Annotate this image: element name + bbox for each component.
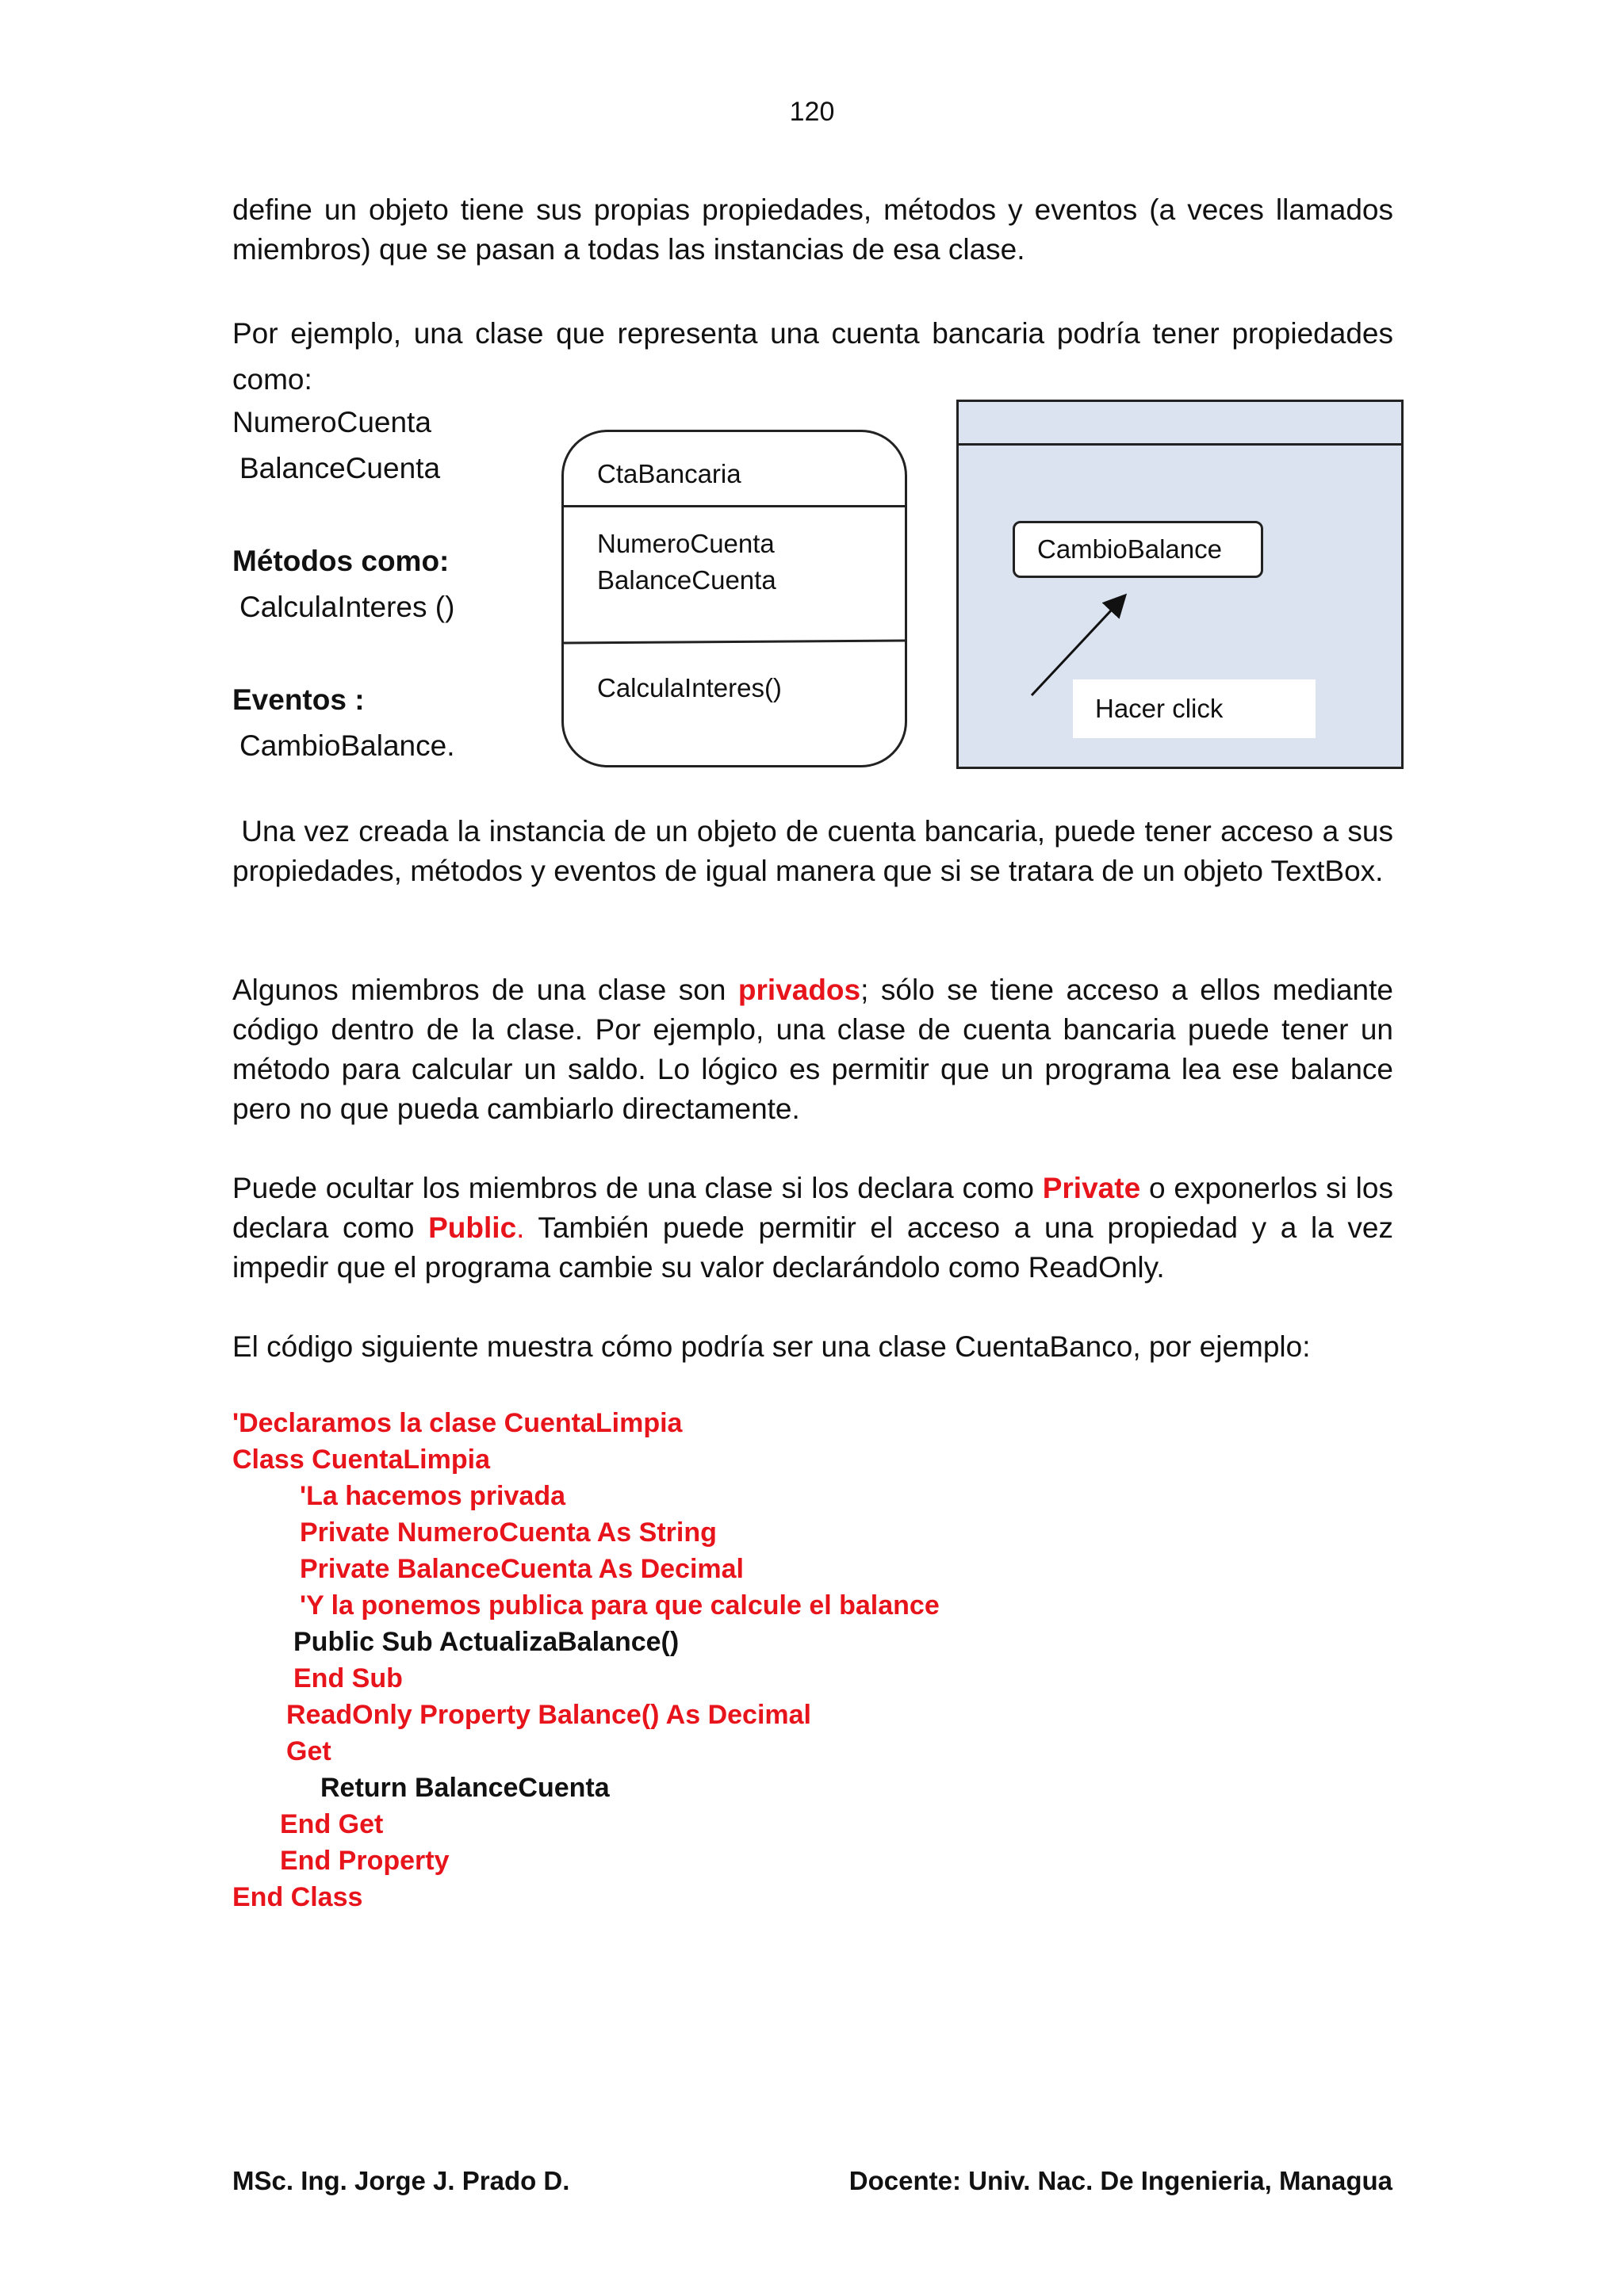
code-line-14: End Class (232, 1882, 363, 1912)
body-paragraph-1-text: Una vez creada la instancia de un objeto de cuenta bancaria, puede tener acceso a sus propiedades, métodos y eventos de igual manera que si se tratara de un objeto TextBox. (232, 815, 1394, 887)
intro-paragraph-2: Por ejemplo, una clase que representa una cuenta bancaria podría tener propiedades como: (232, 317, 1393, 396)
code-line-11: Return BalanceCuenta (320, 1773, 610, 1803)
page-number: 120 (789, 97, 835, 127)
code-line-1: 'Declaramos la clase CuentaLimpia (232, 1408, 683, 1438)
body-paragraph-2 (232, 970, 1393, 1129)
p4-text-2: ; sólo se tiene acceso a ellos mediante código dentro de la clase. Por ejemplo, una clase de cuenta bancaria puede tener un método para calcular un saldo. Lo lógico es permitir que un programa lea ese balance pero no que pueda cambiarlo directamente. (232, 974, 1393, 1125)
code-line-3: 'La hacemos privada (300, 1481, 566, 1511)
code-line-8: End Sub (293, 1663, 403, 1693)
intro-paragraph-1: define un objeto tiene sus propias propiedades, métodos y eventos (a veces llamados miembros) que se pasan a todas las instancias de esa clase. (232, 193, 1393, 266)
class-method-calculainteres: CalculaInteres() (597, 673, 782, 702)
method-item-calculainteres: CalculaInteres () (239, 591, 455, 623)
methods-heading: Métodos como: (232, 545, 450, 577)
privados-highlight: privados (737, 974, 861, 1006)
form-window-diagram (956, 400, 1404, 769)
code-line-2: Class CuentaLimpia (232, 1445, 490, 1475)
event-item-cambiobalance: CambioBalance. (239, 729, 455, 762)
body-paragraph-3 (232, 1169, 1393, 1288)
code-line-13: End Property (280, 1846, 450, 1876)
footer-institution: Docente: Univ. Nac. De Ingenieria, Managua (848, 2166, 1392, 2195)
p5-text-1: Puede ocultar los miembros de una clase si los declara como (232, 1172, 1043, 1204)
private-highlight: Private (1042, 1172, 1141, 1204)
code-line-9: ReadOnly Property Balance() As Decimal (286, 1700, 811, 1730)
body-paragraph-4: El código siguiente muestra cómo podría ser una clase CuentaBanco, por ejemplo: (232, 1330, 1311, 1363)
public-highlight: Public (428, 1211, 517, 1244)
property-item-numerocuenta: NumeroCuenta (232, 406, 431, 438)
class-diagram-ctabancaria (561, 430, 907, 767)
body-paragraph-1 (232, 812, 1393, 891)
code-line-7: Public Sub ActualizaBalance() (293, 1627, 680, 1657)
code-line-10: Get (286, 1736, 331, 1766)
code-line-12: End Get (280, 1809, 384, 1839)
p5-text-2: o exponerlos si los declara como (232, 1172, 1393, 1244)
code-line-6: 'Y la ponemos publica para que calcule el balance (300, 1590, 940, 1621)
cambiobalance-button[interactable]: CambioBalance (1013, 521, 1263, 578)
class-divider-top (564, 505, 905, 507)
class-name: CtaBancaria (597, 459, 741, 488)
class-attribute-balancecuenta: BalanceCuenta (597, 565, 776, 595)
p4-text-1: Algunos miembros de una clase son (232, 974, 738, 1006)
footer-author: MSc. Ing. Jorge J. Prado D. (232, 2166, 570, 2195)
class-divider-bottom (564, 638, 905, 646)
class-attribute-numerocuenta: NumeroCuenta (597, 529, 775, 558)
code-line-5: Private BalanceCuenta As Decimal (300, 1554, 744, 1584)
p5-text-3: También puede permitir el acceso a una propiedad y a la vez impedir que el programa cambie su valor declarándolo como ReadOnly. (232, 1211, 1393, 1284)
events-heading: Eventos : (232, 683, 365, 716)
public-dot: . (516, 1211, 525, 1244)
hacer-click-label: Hacer click (1073, 679, 1316, 738)
code-line-4: Private NumeroCuenta As String (300, 1517, 717, 1548)
property-item-balancecuenta: BalanceCuenta (239, 452, 441, 484)
